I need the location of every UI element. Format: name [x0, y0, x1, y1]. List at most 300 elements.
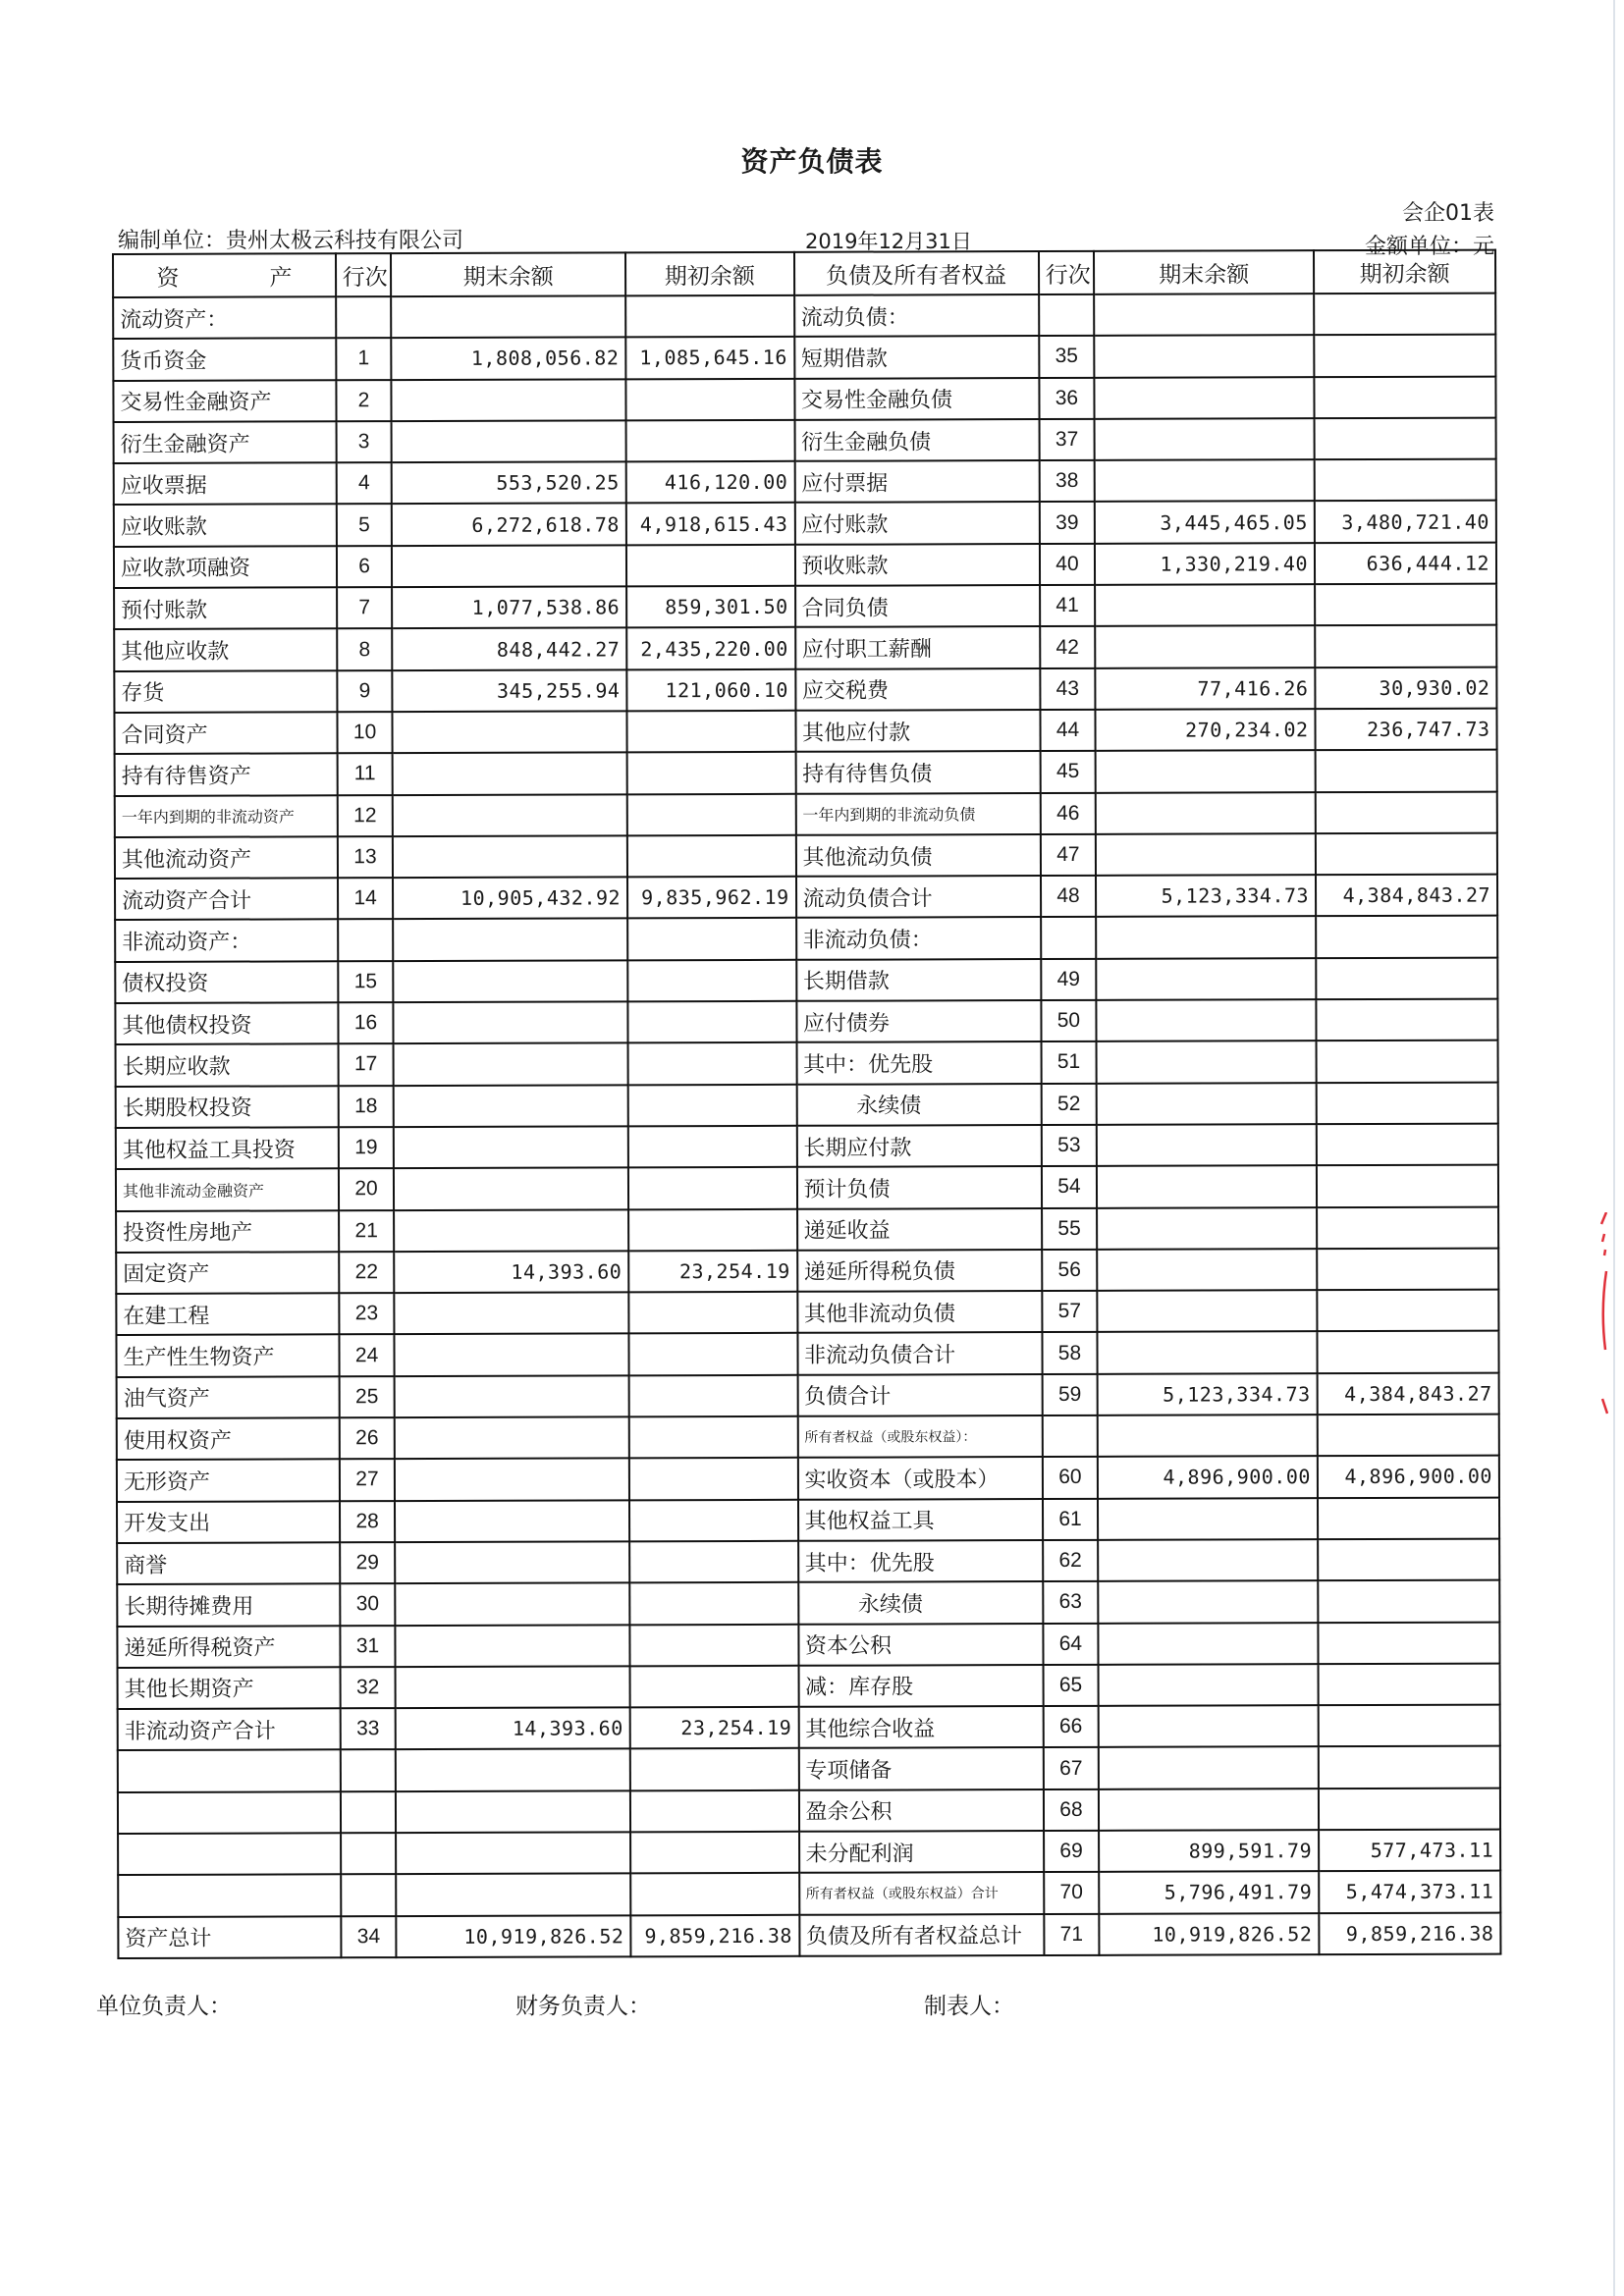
liability-item: 负债及所有者权益总计 — [799, 1914, 1044, 1956]
asset-period-begin: 4,918,615.43 — [626, 503, 795, 545]
table-row — [118, 1871, 1500, 1917]
liability-line-no: 38 — [1039, 460, 1095, 502]
asset-line-no: 29 — [340, 1542, 396, 1583]
header-period-begin: 期初余额 — [625, 252, 794, 296]
asset-line-no: 30 — [340, 1583, 396, 1625]
asset-period-end — [395, 1334, 629, 1376]
liability-period-begin — [1317, 1165, 1498, 1207]
asset-period-end — [396, 1541, 630, 1583]
liability-period-begin — [1315, 625, 1496, 667]
liability-period-begin — [1318, 1497, 1499, 1539]
asset-line-no: 33 — [340, 1708, 396, 1749]
asset-line-no — [336, 296, 392, 338]
table-row — [118, 1830, 1500, 1876]
asset-item: 非流动资产合计 — [118, 1708, 341, 1750]
asset-period-begin: 416,120.00 — [626, 461, 795, 504]
asset-period-begin — [628, 1042, 797, 1085]
liability-line-no: 63 — [1043, 1581, 1099, 1623]
liability-line-no: 65 — [1043, 1665, 1099, 1706]
liability-item: 其他综合收益 — [798, 1706, 1043, 1748]
liability-period-begin — [1316, 750, 1497, 792]
liability-item: 一年内到期的非流动负债 — [795, 793, 1040, 835]
asset-item: 投资性房地产 — [116, 1210, 339, 1253]
asset-line-no: 11 — [337, 753, 393, 794]
liability-item: 持有待售负债 — [795, 751, 1040, 793]
liability-item: 应交税费 — [795, 668, 1040, 711]
liability-period-end — [1095, 584, 1315, 626]
liability-period-begin: 3,480,721.40 — [1315, 501, 1496, 543]
liability-line-no: 68 — [1044, 1789, 1100, 1831]
asset-line-no: 1 — [336, 338, 392, 379]
liability-item: 其他权益工具 — [798, 1499, 1043, 1541]
liability-line-no: 61 — [1043, 1498, 1099, 1539]
asset-line-no: 27 — [340, 1459, 396, 1500]
liability-item: 非流动负债： — [796, 917, 1041, 959]
liability-period-end — [1098, 1415, 1318, 1457]
asset-period-end — [394, 1209, 628, 1252]
header-assets: 资 产 — [113, 253, 336, 297]
asset-period-begin — [629, 1582, 798, 1625]
asset-period-end — [394, 960, 628, 1002]
asset-item: 固定资产 — [116, 1252, 339, 1294]
asset-line-no: 21 — [339, 1210, 395, 1252]
liability-period-begin — [1314, 335, 1495, 377]
asset-period-end — [396, 1583, 630, 1626]
header-line-no: 行次 — [1039, 251, 1095, 294]
table-row — [113, 376, 1495, 422]
liability-line-no — [1039, 294, 1095, 336]
asset-period-begin: 23,254.19 — [630, 1707, 799, 1749]
liability-period-begin — [1318, 1538, 1499, 1580]
asset-period-begin — [627, 960, 796, 1002]
table-header-row — [113, 250, 1495, 297]
liability-period-end: 5,123,334.73 — [1096, 875, 1316, 917]
asset-period-end — [394, 919, 628, 961]
asset-period-end — [394, 1126, 628, 1168]
asset-line-no: 22 — [339, 1252, 395, 1293]
asset-period-end — [393, 753, 627, 795]
asset-item: 一年内到期的非流动资产 — [115, 795, 338, 837]
report-date: 2019年12月31日 — [805, 230, 972, 253]
liability-period-begin — [1316, 791, 1497, 833]
liability-period-end — [1096, 833, 1316, 876]
asset-period-begin — [629, 1458, 798, 1500]
liability-period-end — [1097, 1249, 1317, 1291]
liability-period-begin — [1318, 1580, 1499, 1623]
table-row — [113, 294, 1495, 340]
liability-period-begin — [1317, 1290, 1498, 1332]
document-title: 资产负债表 — [740, 145, 884, 178]
liability-line-no: 64 — [1043, 1623, 1099, 1664]
asset-line-no: 10 — [337, 712, 393, 753]
asset-line-no: 34 — [341, 1916, 397, 1957]
table-row — [117, 1415, 1499, 1461]
liability-period-end — [1097, 958, 1317, 1000]
liability-item: 资本公积 — [798, 1624, 1043, 1666]
table-row — [116, 1248, 1498, 1294]
asset-period-end — [392, 379, 626, 421]
liability-line-no: 41 — [1040, 585, 1096, 626]
liability-item: 长期应付款 — [796, 1125, 1041, 1167]
asset-item: 持有待售资产 — [115, 754, 338, 796]
asset-period-begin — [629, 1624, 798, 1666]
asset-period-begin — [630, 1748, 799, 1790]
table-row — [116, 1290, 1498, 1336]
asset-line-no: 25 — [339, 1376, 395, 1417]
liability-period-end — [1096, 917, 1316, 959]
asset-line-no: 13 — [338, 836, 394, 878]
table-row — [115, 791, 1497, 837]
liability-line-no: 39 — [1039, 502, 1095, 543]
liability-period-begin — [1316, 832, 1497, 875]
liability-line-no: 58 — [1042, 1332, 1098, 1373]
table-row — [115, 875, 1497, 921]
liability-period-begin — [1317, 1082, 1498, 1124]
liability-period-begin: 236,747.73 — [1315, 709, 1496, 751]
asset-period-end: 345,255.94 — [393, 669, 627, 712]
asset-line-no: 17 — [338, 1043, 394, 1085]
asset-line-no: 31 — [340, 1626, 396, 1667]
liability-line-no: 48 — [1041, 876, 1097, 917]
asset-period-begin: 2,435,220.00 — [626, 627, 795, 669]
asset-item: 存货 — [114, 670, 337, 713]
liability-period-end — [1095, 335, 1315, 377]
asset-period-begin: 1,085,645.16 — [625, 337, 794, 379]
asset-item: 债权投资 — [115, 961, 338, 1003]
asset-period-end: 14,393.60 — [396, 1707, 630, 1749]
asset-item: 开发支出 — [117, 1501, 340, 1543]
asset-item — [118, 1750, 341, 1792]
liability-item: 长期借款 — [796, 959, 1041, 1001]
liability-period-end — [1095, 377, 1315, 419]
asset-line-no: 32 — [340, 1667, 396, 1708]
asset-period-begin — [627, 835, 796, 878]
asset-item: 递延所得税资产 — [117, 1626, 340, 1668]
liability-item: 其中：优先股 — [798, 1540, 1043, 1582]
asset-item: 在建工程 — [116, 1293, 339, 1335]
asset-line-no — [341, 1791, 397, 1833]
asset-period-begin — [626, 711, 795, 753]
table-row — [117, 1456, 1499, 1502]
table-row — [116, 1165, 1498, 1211]
asset-period-end: 6,272,618.78 — [392, 504, 626, 546]
asset-item: 长期待摊费用 — [117, 1583, 340, 1626]
asset-period-begin — [626, 420, 795, 462]
liability-period-end — [1098, 1539, 1318, 1581]
liability-line-no — [1042, 1415, 1098, 1457]
asset-period-begin — [630, 1666, 799, 1708]
liability-line-no: 42 — [1040, 626, 1096, 667]
liability-item: 流动负债合计 — [796, 876, 1041, 918]
asset-line-no: 24 — [339, 1335, 395, 1376]
asset-line-no: 16 — [338, 1002, 394, 1043]
preparing-unit: 编制单位：贵州太极云科技有限公司 — [118, 229, 464, 253]
table-body — [113, 294, 1500, 1958]
liability-line-no: 45 — [1040, 751, 1096, 792]
liability-period-begin — [1315, 584, 1496, 626]
liability-period-end — [1099, 1623, 1319, 1665]
table-row — [118, 1788, 1500, 1834]
liability-item: 盈余公积 — [798, 1789, 1043, 1832]
liability-period-end — [1099, 1789, 1319, 1831]
asset-period-end: 1,077,538.86 — [392, 586, 626, 628]
table-row — [113, 335, 1495, 381]
liability-period-end — [1096, 792, 1316, 834]
asset-period-end: 848,442.27 — [393, 628, 627, 670]
asset-period-end — [394, 1085, 628, 1127]
asset-item — [118, 1875, 341, 1917]
asset-period-end — [396, 1749, 630, 1791]
liability-period-begin — [1317, 1331, 1498, 1373]
asset-period-begin — [629, 1499, 798, 1541]
asset-period-begin — [629, 1416, 798, 1459]
liability-period-begin — [1316, 916, 1497, 958]
liability-line-no: 70 — [1044, 1872, 1100, 1913]
table-row — [114, 584, 1496, 630]
asset-item: 应收账款 — [114, 505, 337, 547]
liability-period-end — [1097, 999, 1317, 1041]
asset-period-begin — [630, 1789, 799, 1832]
liability-item: 所有者权益（或股东权益）： — [797, 1415, 1042, 1458]
asset-period-begin — [628, 1292, 797, 1334]
liability-line-no: 51 — [1041, 1041, 1097, 1083]
asset-period-end — [394, 1001, 628, 1043]
liability-item: 未分配利润 — [799, 1831, 1044, 1873]
liability-line-no: 52 — [1041, 1083, 1097, 1124]
asset-period-end — [395, 1292, 629, 1334]
asset-period-end — [395, 1500, 629, 1542]
table-row — [114, 501, 1496, 547]
asset-period-begin — [627, 918, 796, 960]
asset-item: 衍生金融资产 — [114, 421, 337, 463]
table-row — [115, 916, 1497, 962]
liability-item: 应付职工薪酬 — [795, 626, 1040, 668]
header-liabilities-equity: 负债及所有者权益 — [794, 251, 1039, 295]
liability-line-no: 62 — [1043, 1540, 1099, 1581]
liability-period-end: 3,445,465.05 — [1095, 502, 1315, 544]
asset-period-begin — [630, 1873, 799, 1915]
currency-unit: 金额单位：元 — [1364, 235, 1494, 259]
asset-period-begin: 121,060.10 — [626, 668, 795, 711]
liability-item: 所有者权益（或股东权益）合计 — [799, 1872, 1044, 1914]
asset-line-no: 8 — [337, 628, 393, 669]
asset-period-end — [395, 1416, 629, 1459]
asset-period-end — [394, 1043, 628, 1086]
asset-line-no: 23 — [339, 1293, 395, 1334]
liability-item: 减：库存股 — [798, 1665, 1043, 1707]
asset-item: 非流动资产： — [115, 920, 338, 962]
table-row — [116, 1041, 1498, 1087]
liability-line-no: 55 — [1042, 1207, 1098, 1249]
liability-line-no: 35 — [1039, 336, 1095, 377]
liability-item: 其中：优先股 — [796, 1041, 1041, 1084]
table-row — [114, 459, 1496, 506]
asset-line-no: 19 — [339, 1127, 395, 1168]
liability-item: 应付账款 — [794, 503, 1039, 545]
liability-period-begin — [1319, 1705, 1500, 1747]
asset-period-begin — [628, 1333, 797, 1375]
balance-sheet-table — [112, 249, 1501, 1959]
asset-item — [118, 1833, 341, 1875]
asset-period-end — [392, 545, 626, 587]
asset-period-end — [396, 1832, 630, 1874]
asset-period-end — [393, 711, 627, 753]
liability-line-no: 67 — [1043, 1747, 1099, 1789]
asset-line-no: 28 — [340, 1501, 396, 1542]
liability-period-begin — [1319, 1663, 1500, 1705]
liability-period-end: 77,416.26 — [1096, 667, 1316, 710]
asset-period-begin: 9,859,216.38 — [630, 1914, 799, 1956]
liability-line-no: 37 — [1039, 419, 1095, 460]
asset-item: 长期股权投资 — [116, 1086, 339, 1128]
liability-period-begin: 4,384,843.27 — [1318, 1372, 1499, 1415]
asset-period-begin — [628, 1126, 797, 1168]
asset-period-begin — [629, 1375, 798, 1417]
liability-period-begin: 5,474,373.11 — [1319, 1871, 1500, 1913]
asset-period-begin — [626, 545, 795, 587]
asset-item: 合同资产 — [114, 712, 337, 754]
liability-item: 合同负债 — [795, 585, 1040, 627]
liability-period-end — [1097, 1124, 1317, 1166]
table-row — [117, 1622, 1499, 1668]
liability-period-begin — [1317, 1041, 1498, 1083]
asset-period-begin — [630, 1832, 799, 1874]
liability-period-end: 899,591.79 — [1099, 1830, 1319, 1872]
table-row — [118, 1663, 1500, 1709]
header-period-end: 期末余额 — [1094, 250, 1314, 294]
liability-period-end — [1099, 1747, 1319, 1789]
liability-period-end — [1098, 1332, 1318, 1374]
liability-line-no — [1041, 917, 1097, 958]
table-row — [116, 1206, 1498, 1253]
asset-period-begin — [628, 1084, 797, 1126]
asset-line-no — [341, 1874, 397, 1915]
liability-line-no: 57 — [1042, 1291, 1098, 1332]
liability-item: 非流动负债合计 — [797, 1332, 1042, 1374]
asset-item: 流动资产合计 — [115, 878, 338, 920]
table-row — [114, 542, 1496, 588]
asset-line-no: 3 — [336, 421, 392, 462]
liability-line-no: 69 — [1044, 1831, 1100, 1872]
asset-period-end — [396, 1625, 630, 1667]
finance-head-signature: 财务负责人： — [515, 1994, 651, 2019]
asset-period-end — [392, 420, 626, 462]
liability-item: 衍生金融负债 — [794, 419, 1039, 461]
asset-line-no — [341, 1833, 397, 1874]
liability-period-begin — [1319, 1788, 1500, 1830]
asset-period-end — [394, 1168, 628, 1210]
liability-period-end: 10,919,826.52 — [1100, 1913, 1320, 1955]
asset-period-end — [393, 794, 627, 836]
asset-item: 货币资金 — [113, 339, 336, 381]
asset-period-begin: 23,254.19 — [628, 1251, 797, 1293]
asset-line-no: 7 — [337, 587, 393, 628]
table-row — [115, 750, 1497, 796]
liability-line-no: 56 — [1042, 1250, 1098, 1291]
asset-item: 其他流动资产 — [115, 836, 338, 879]
liability-period-begin: 4,384,843.27 — [1316, 875, 1497, 917]
table-row — [114, 709, 1496, 755]
asset-item: 其他应收款 — [114, 629, 337, 671]
asset-line-no: 4 — [336, 462, 392, 504]
asset-line-no — [338, 920, 394, 961]
asset-item: 交易性金融资产 — [113, 380, 336, 422]
table-row — [116, 1082, 1498, 1128]
liability-item: 专项储备 — [798, 1747, 1043, 1789]
liability-period-end: 270,234.02 — [1096, 709, 1316, 751]
asset-period-begin — [625, 295, 794, 338]
liability-period-end — [1099, 1705, 1319, 1747]
asset-period-begin — [628, 1208, 797, 1251]
asset-line-no: 6 — [337, 546, 393, 587]
asset-item: 流动资产： — [113, 296, 336, 339]
liability-line-no: 60 — [1042, 1457, 1098, 1498]
asset-item: 其他长期资产 — [118, 1667, 341, 1709]
asset-item: 应收款项融资 — [114, 546, 337, 588]
liability-item: 实收资本（或股本） — [797, 1457, 1042, 1499]
asset-item: 油气资产 — [117, 1376, 340, 1418]
liability-period-begin: 9,859,216.38 — [1319, 1912, 1500, 1954]
asset-item: 预付账款 — [114, 587, 337, 629]
liability-period-begin — [1316, 957, 1497, 999]
liability-item: 永续债 — [796, 1084, 1041, 1126]
asset-period-end: 1,808,056.82 — [392, 338, 626, 380]
liability-period-end — [1097, 1165, 1317, 1207]
liability-period-begin: 30,930.02 — [1315, 667, 1496, 709]
liability-period-end: 5,123,334.73 — [1098, 1373, 1318, 1415]
asset-line-no: 12 — [337, 795, 393, 836]
asset-period-begin — [629, 1541, 798, 1583]
liability-period-begin — [1318, 1415, 1499, 1457]
asset-line-no: 5 — [337, 505, 393, 546]
liability-period-end — [1095, 459, 1315, 502]
liability-line-no: 50 — [1041, 1000, 1097, 1041]
asset-period-end: 10,905,432.92 — [393, 878, 627, 920]
liability-line-no: 46 — [1040, 792, 1096, 833]
table-row — [115, 999, 1497, 1045]
liability-period-begin — [1314, 376, 1495, 418]
asset-period-end: 14,393.60 — [395, 1251, 629, 1293]
table-row — [115, 832, 1497, 879]
table-row — [117, 1372, 1499, 1418]
liability-period-begin: 4,896,900.00 — [1318, 1456, 1499, 1498]
liability-period-begin: 636,444.12 — [1315, 542, 1496, 584]
asset-period-end: 553,520.25 — [392, 462, 626, 505]
table-row — [116, 1331, 1498, 1377]
liability-item: 其他非流动负债 — [797, 1291, 1042, 1333]
liability-period-begin — [1318, 1622, 1499, 1664]
asset-item: 应收票据 — [114, 462, 337, 505]
asset-period-end — [396, 1790, 630, 1833]
asset-line-no: 2 — [336, 380, 392, 421]
asset-item: 资产总计 — [118, 1916, 341, 1958]
asset-line-no: 20 — [339, 1168, 395, 1209]
liability-period-end — [1097, 1207, 1317, 1250]
asset-line-no: 18 — [338, 1086, 394, 1127]
table-row — [118, 1912, 1500, 1958]
liability-period-begin — [1316, 999, 1497, 1041]
stamp-edge-mark — [1598, 1212, 1608, 1428]
liability-period-begin — [1319, 1746, 1500, 1789]
asset-item: 其他非流动金融资产 — [116, 1169, 339, 1211]
header-line-no: 行次 — [336, 253, 392, 296]
asset-line-no: 15 — [338, 961, 394, 1002]
preparer-signature: 制表人： — [924, 1994, 1014, 2019]
asset-item: 无形资产 — [117, 1460, 340, 1502]
asset-line-no: 26 — [339, 1417, 395, 1459]
liability-period-begin — [1315, 459, 1496, 502]
table-row — [117, 1580, 1499, 1627]
